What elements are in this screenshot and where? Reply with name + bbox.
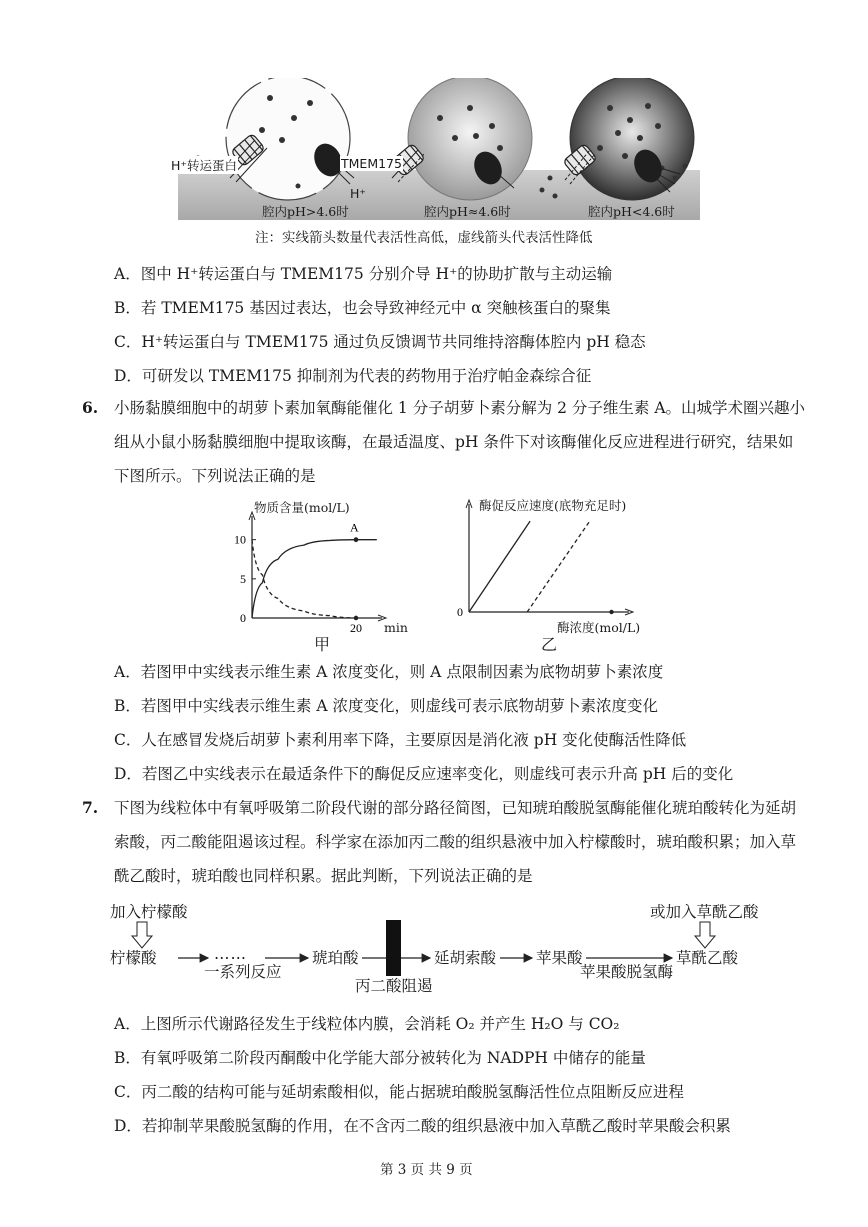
y-tick-label: 0 [457, 605, 463, 619]
chart-yi [455, 488, 645, 654]
q7-stem-line2: 索酸，丙二酸能阻遏该过程。科学家在添加丙二酸的组织悬液中加入柠檬酸时，琥珀酸积累；加入草 [114, 833, 797, 851]
series-dashed-line [527, 521, 590, 612]
q6-option-b: B．若图甲中实线表示维生素 A 浓度变化，则虚线可表示底物胡萝卜素浓度变化 [114, 697, 658, 715]
q6-option-c: C．人在感冒发烧后胡萝卜素利用率下降，主要原因是消化液 pH 变化使酶活性降低 [114, 731, 687, 749]
node-succinic-acid: 琥珀酸 [312, 949, 359, 967]
label-malate-dehydrogenase: 苹果酸脱氢酶 [580, 963, 674, 981]
chart-yi-title: 乙 [541, 635, 558, 654]
q7-stem-line1: 下图为线粒体中有氧呼吸第二阶段代谢的部分路径简图，已知琥珀酸脱氢酶能催化琥珀酸转化为延胡 [114, 799, 797, 817]
chart-jia-title: 甲 [314, 635, 331, 654]
q6-stem-line2: 组从小鼠小肠黏膜细胞中提取该酶，在最适温度、pH 条件下对该酶催化反应进程进行研究，结果如 [114, 433, 794, 451]
q7-number: 7. [82, 798, 99, 817]
pathway-diagram [100, 898, 780, 998]
q5-option-c: C．H⁺转运蛋白与 TMEM175 通过负反馈调节共同维持溶酶体腔内 pH 稳态 [114, 333, 646, 351]
q7-option-a: A．上图所示代谢路径发生于线粒体内膜，会消耗 O₂ 并产生 H₂O 与 CO₂ [114, 1015, 620, 1033]
page-footer: 第 3 页 共 9 页 [380, 1162, 473, 1178]
chart-yi-xlabel: 酶浓度(mol/L) [557, 620, 641, 635]
q7-option-b: B．有氧呼吸第二阶段丙酮酸中化学能大部分被转化为 NADPH 中储存的能量 [114, 1049, 646, 1067]
h-transporter-label: H⁺转运蛋白 [171, 158, 237, 173]
node-malic-acid: 苹果酸 [536, 949, 583, 967]
chart-jia-ylabel: 物质含量(mol/L) [254, 500, 350, 515]
q6-stem-line1: 小肠黏膜细胞中的胡萝卜素加氧酶能催化 1 分子胡萝卜素分解为 2 分子维生素 A。山城学术圈兴趣小 [114, 399, 806, 417]
label-malonic-block: 丙二酸阻遏 [355, 977, 433, 995]
lysosome-figure [170, 78, 705, 223]
y-tick-label: 5 [240, 571, 246, 586]
node-dots: …… [214, 945, 247, 963]
point-a-label: A [350, 520, 359, 535]
q7-stem-line3: 酰乙酸时，琥珀酸也同样积累。据此判断，下列说法正确的是 [114, 867, 533, 885]
q6-number: 6. [82, 398, 99, 417]
chart-jia-xlabel: min [384, 620, 408, 635]
q7-option-c: C．丙二酸的结构可能与延胡索酸相似，能占据琥珀酸脱氢酶活性位点阻断反应进程 [114, 1083, 684, 1101]
series-dashed-line [252, 540, 356, 618]
series-solid-line [469, 521, 530, 612]
q7-option-d: D．若抑制苹果酸脱氢酶的作用，在不含丙二酸的组织悬液中加入草酰乙酸时苹果酸会积累 [114, 1117, 731, 1135]
label-add-citric: 加入柠檬酸 [110, 903, 188, 921]
chart-jia-svg [230, 494, 400, 654]
x-end-dot [609, 610, 613, 614]
end-point-dot [354, 616, 358, 620]
series-solid-line [252, 540, 377, 618]
node-oxaloacetic-acid: 草酰乙酸 [676, 949, 739, 967]
point-a-dot [354, 537, 359, 542]
panel2-label: 腔内pH≈4.6时 [424, 204, 511, 219]
lysosome-1 [226, 78, 350, 200]
figure-note: 注：实线箭头数量代表活性高低，虚线箭头代表活性降低 [255, 230, 593, 246]
y-tick-label: 10 [234, 532, 246, 547]
node-fumaric-acid: 延胡索酸 [434, 949, 497, 967]
y-tick-label: 0 [240, 611, 246, 625]
hplus-label: H⁺ [350, 186, 366, 201]
node-citric-acid: 柠檬酸 [110, 949, 157, 967]
label-series-reactions: 一系列反应 [204, 963, 282, 981]
q5-option-d: D．可研发以 TMEM175 抑制剂为代表的药物用于治疗帕金森综合征 [114, 367, 592, 385]
label-add-oxaloacetic: 或加入草酰乙酸 [650, 903, 759, 921]
chart-yi-ylabel: 酶促反应速度(底物充足时) [479, 498, 627, 513]
x-tick-label: 20 [350, 621, 362, 635]
tmem175-label: TMEM175 [341, 156, 402, 171]
panel3-label: 腔内pH<4.6时 [588, 204, 675, 219]
q6-option-a: A．若图甲中实线表示维生素 A 浓度变化，则 A 点限制因素为底物胡萝卜素浓度 [114, 663, 664, 681]
q6-option-d: D．若图乙中实线表示在最适条件下的酶促反应速率变化，则虚线可表示升高 pH 后的变化 [114, 765, 734, 783]
panel1-label: 腔内pH>4.6时 [262, 204, 349, 219]
lysosome-3 [570, 78, 694, 200]
q6-stem-line3: 下图所示。下列说法正确的是 [114, 467, 316, 485]
lysosome-2 [408, 78, 532, 200]
q5-option-a: A．图中 H⁺转运蛋白与 TMEM175 分别介导 H⁺的协助扩散与主动运输 [114, 265, 613, 283]
chart-jia [230, 494, 408, 654]
q5-option-b: B．若 TMEM175 基因过表达，也会导致神经元中 α 突触核蛋白的聚集 [114, 299, 611, 317]
